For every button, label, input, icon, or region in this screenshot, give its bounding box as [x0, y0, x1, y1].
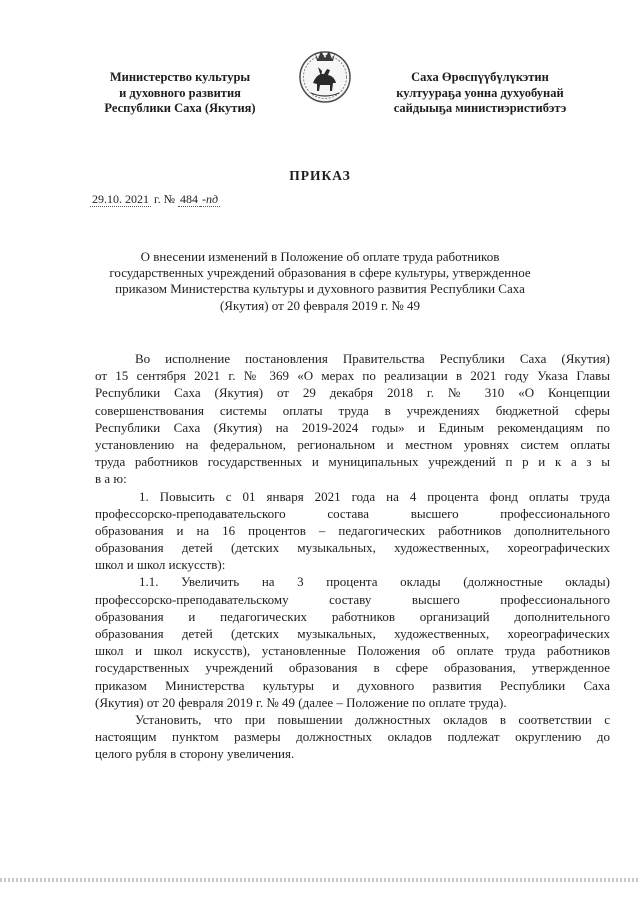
order-year-suffix: г.: [154, 192, 161, 206]
preamble-line: в а ю:: [95, 471, 127, 487]
subject-line: (Якутия) от 20 февраля 2019 г. № 49: [219, 297, 421, 313]
item-1-1-line: приказом Министерства культуры и духовного развития Республики Саха: [95, 677, 610, 693]
item-1-line: образования детей (детских музыкальных, художественных, хореографических: [95, 540, 610, 556]
rounding-rule-line: целого рубля в сторону увеличения.: [95, 746, 295, 762]
ministry-name-line: Республики Саха (Якутия): [104, 101, 256, 115]
document-title: ПРИКАЗ: [289, 168, 351, 183]
order-number-label: №: [163, 192, 176, 206]
item-1-1-line: профессорско-преподавательскому составу высшего профессионального: [95, 591, 610, 607]
order-body: [95, 350, 610, 763]
item-1-1-line: государственных учреждений образования в сфере образования, утвержденное: [95, 660, 610, 676]
page-bottom-edge: [0, 878, 640, 882]
preamble-line: от 15 сентября 2021 г. № 369 «О мерах по реализации в 2021 году Указа Главы: [95, 368, 610, 384]
preamble-line: труда работников государственных и муниципальных учреждений п р и к а з ы: [95, 454, 610, 470]
ministry-name-line: сайдыыҕа министиэристибэтэ: [393, 101, 567, 115]
order-number: 484: [180, 192, 199, 206]
ministry-name-line: Министерство культуры: [109, 70, 251, 84]
ministry-name-line: Саха Өрөспүүбүлүкэтин: [411, 70, 549, 84]
subject-line: приказом Министерства культуры и духовного развития Республики Саха: [115, 281, 525, 297]
ministry-name-line: култуураҕа уонна духуобунай: [396, 85, 564, 100]
order-signature-mark: -пд: [202, 192, 219, 206]
item-1-1-line: (Якутия) от 20 февраля 2019 г. № 49 (далее – Положение по оплате труда).: [95, 694, 507, 710]
preamble-line: совершенствования системы оплаты труда в учреждениях бюджетной сферы: [95, 402, 610, 418]
item-1-1-line: образования детей (детских музыкальных, художественных, хореографических: [95, 626, 610, 641]
item-1-1-line: образования и педагогических работников организаций дополнительного: [95, 608, 610, 624]
rounding-rule-line: настоящим пунктом размеры должностных окладов подлежат округлению до: [95, 729, 610, 745]
item-1-line: профессорско-преподавательского состава высшего профессионального: [95, 505, 610, 521]
rounding-rule-line: Установить, что при повышении должностных окладов в соответствии с: [135, 711, 610, 727]
item-1-line: 1. Повысить с 01 января 2021 года на 4 процента фонд оплаты труда: [139, 488, 610, 504]
preamble-line: Республики Саха (Якутия) от 29 декабря 2018 г. № 310 «О Концепции: [95, 385, 610, 401]
preamble-line: установлению на федеральном, региональном и местном уровнях систем оплаты: [95, 436, 610, 452]
ministry-name-yakut: [360, 70, 600, 117]
item-1-1-line: школ и школ искусств), установленные Положения об оплате труда работников: [95, 643, 610, 659]
item-1-1-line: 1.1. Увеличить на 3 процента оклады (должностные оклады): [139, 574, 610, 590]
subject-line: государственных учреждений образования в сфере культуры, утвержденное: [109, 265, 531, 281]
preamble-line: Республики Саха (Якутия) на 2019-2024 годы» и Единым рекомендациям по: [95, 419, 610, 435]
preamble-line: Во исполнение постановления Правительства Республики Саха (Якутия): [135, 351, 610, 366]
ministry-name-line: и духовного развития: [119, 85, 241, 100]
order-date: 29.10. 2021: [92, 192, 149, 206]
subject-line: О внесении изменений в Положение об оплате труда работников: [140, 249, 500, 264]
ministry-name-russian: [70, 70, 290, 117]
item-1-line: школ и школ искусств):: [95, 557, 226, 573]
item-1-line: образования и на 16 процентов – педагогических работников дополнительного: [95, 522, 610, 538]
coat-of-arms-icon: [297, 47, 353, 105]
order-subject: [100, 249, 540, 314]
order-date-number-line: [90, 192, 220, 207]
